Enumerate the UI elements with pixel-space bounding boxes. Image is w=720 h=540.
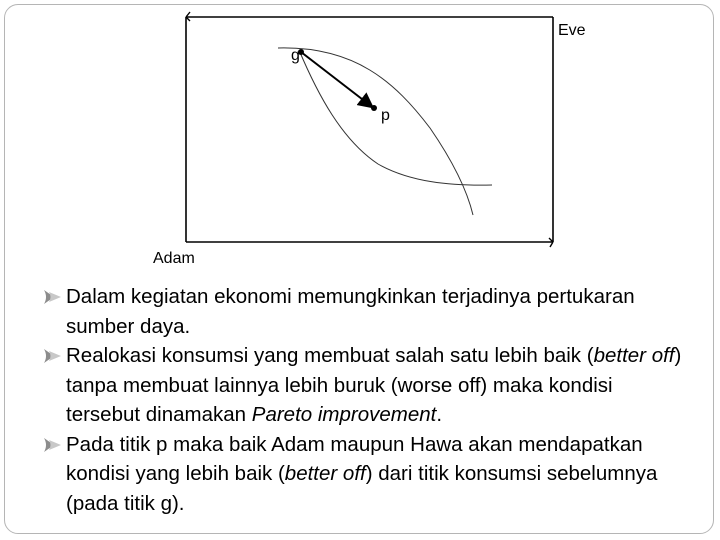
bullet-arrow-icon	[42, 282, 66, 311]
eve-indifference-curve	[278, 48, 473, 215]
point-p-label: p	[381, 107, 390, 124]
bullet-arrow-icon	[42, 430, 66, 459]
bullet-italic-text: better off	[284, 462, 366, 485]
bullet-item	[42, 341, 692, 430]
bullet-text: ) tanpa membuat lainnya lebih buruk (worse off) maka kondisi tersebut dinamakan	[66, 344, 682, 426]
adam-indifference-curve	[299, 50, 492, 185]
bullet-item	[42, 430, 692, 519]
bullet-item	[42, 282, 692, 341]
bullet-list	[42, 282, 692, 518]
point-g-label: g	[291, 47, 300, 64]
bullet-text: ) dari titik konsumsi sebelumnya (pada titik g).	[66, 462, 658, 515]
bullet-text: Dalam kegiatan ekonomi memungkinkan terjadinya pertukaran sumber daya.	[66, 285, 635, 338]
point-p-marker	[371, 105, 377, 111]
eve-label: Eve	[558, 22, 586, 39]
reallocation-arrow	[301, 52, 371, 106]
adam-label: Adam	[153, 250, 195, 267]
bullet-text: Pada titik p maka baik Adam maupun Hawa akan mendapatkan kondisi yang lebih baik (	[66, 432, 643, 485]
bullet-italic-text: Pareto improvement	[251, 403, 437, 426]
bullet-text: Realokasi konsumsi yang membuat salah satu lebih baik (	[66, 344, 594, 367]
bullet-arrow-icon	[42, 341, 66, 370]
bullet-text: .	[436, 403, 443, 426]
bullet-italic-text: better off	[593, 344, 675, 367]
